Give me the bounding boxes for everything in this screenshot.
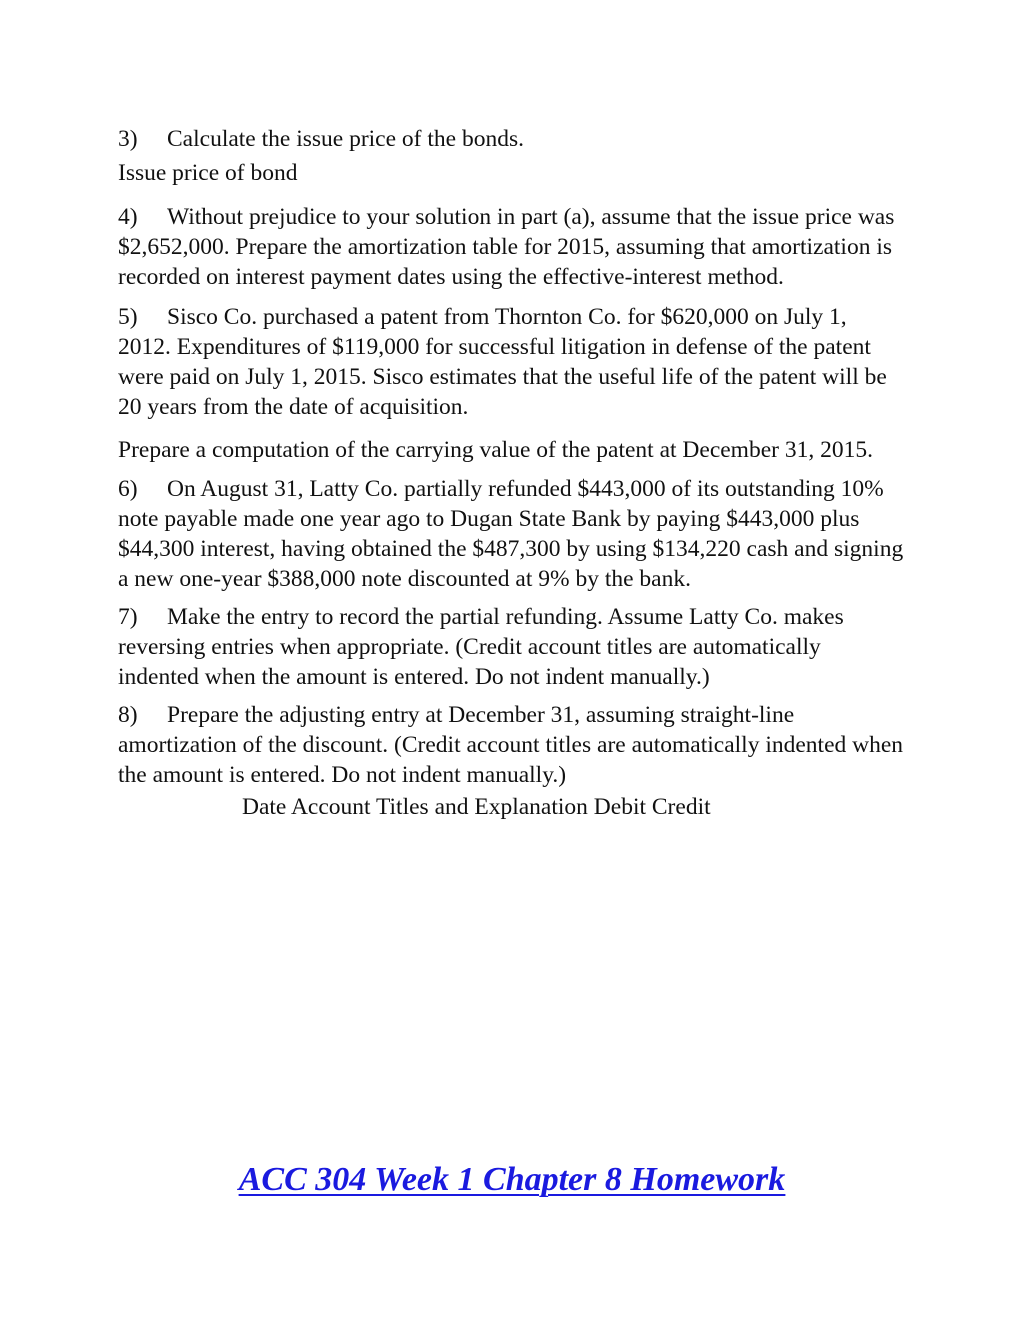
- homework-link[interactable]: ACC 304 Week 1 Chapter 8 Homework: [238, 1161, 786, 1198]
- question-8-number: 8): [118, 702, 138, 728]
- question-7-text: Make the entry to record the partial refunding. Assume Latty Co. makes reversing entries when appropriate. (Credit account titles are automatically indented when the amount is entered. Do not indent manually.): [118, 604, 844, 690]
- journal-table-header: Date Account Titles and Explanation Debit Credit: [242, 794, 711, 820]
- question-3: [118, 124, 904, 154]
- question-4: [118, 202, 904, 292]
- issue-price-label: Issue price of bond: [118, 160, 298, 186]
- question-6: [118, 474, 904, 594]
- question-5-followup: Prepare a computation of the carrying value of the patent at December 31, 2015.: [118, 437, 873, 463]
- question-3-number: 3): [118, 126, 138, 152]
- footer-homework-link-container: [0, 1160, 1024, 1200]
- question-8-text: Prepare the adjusting entry at December 31, assuming straight-line amortization of the discount. (Credit account titles are automatically indented when the amount is entered. Do not indent manually.): [118, 702, 904, 788]
- question-4-number: 4): [118, 204, 138, 230]
- question-7: [118, 602, 904, 692]
- document-body: [118, 124, 904, 822]
- question-8: [118, 700, 904, 790]
- question-4-text: Without prejudice to your solution in part (a), assume that the issue price was $2,652,000. Prepare the amortization table for 2015, assuming that amortization is recorded on interest payment dates using the effective-interest method.: [118, 204, 895, 290]
- question-5: [118, 302, 904, 422]
- question-6-number: 6): [118, 476, 138, 502]
- question-3-text: Calculate the issue price of the bonds.: [167, 126, 524, 152]
- question-7-number: 7): [118, 604, 138, 630]
- question-6-text: On August 31, Latty Co. partially refunded $443,000 of its outstanding 10% note payable made one year ago to Dugan State Bank by paying $443,000 plus $44,300 interest, having obtained the $487,300 by using $134,220 cash and signing a new one-year $388,000 note discounted at 9% by the bank.: [118, 476, 904, 592]
- question-5-number: 5): [118, 304, 138, 330]
- question-5-text: Sisco Co. purchased a patent from Thornton Co. for $620,000 on July 1, 2012. Expenditures of $119,000 for successful litigation in defense of the patent were paid on July 1, 2015. Sisco estimates that the useful life of the patent will be 20 years from the date of acquisition.: [118, 304, 887, 420]
